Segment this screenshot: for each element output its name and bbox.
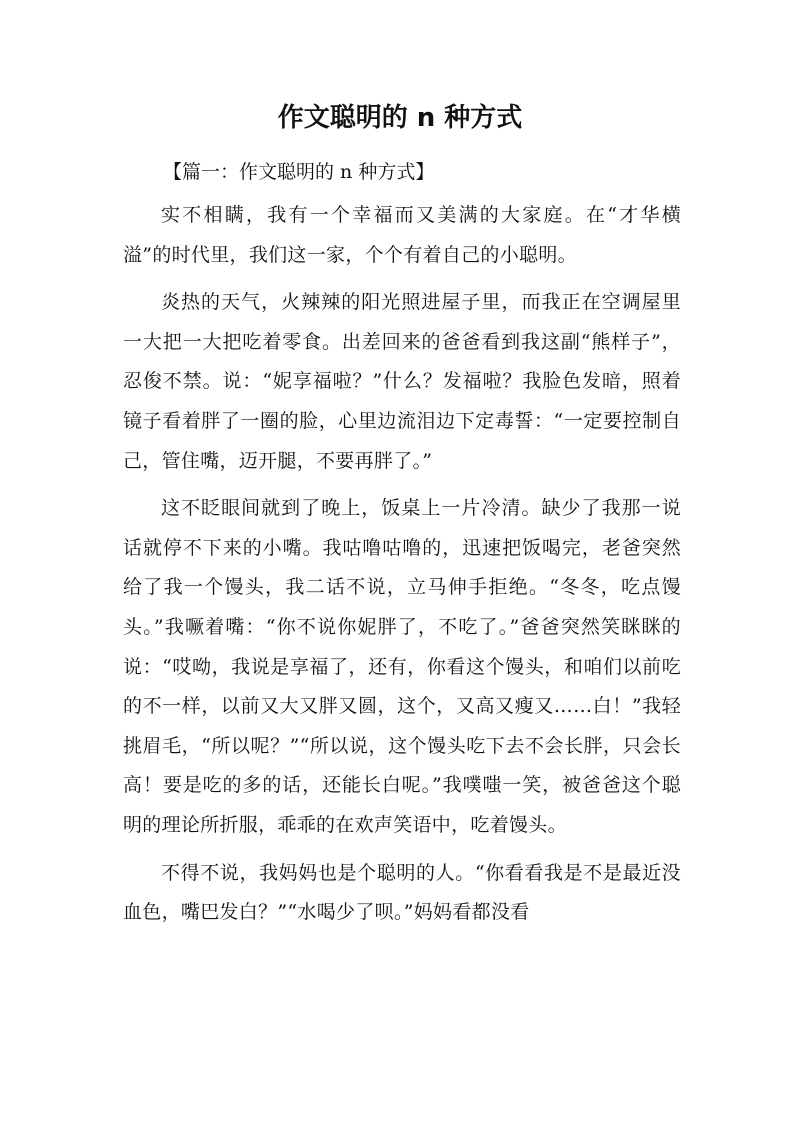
paragraph-1: 实不相瞒，我有一个幸福而又美满的大家庭。在“才华横溢”的时代里，我们这一家，个个有着自己的小聪明。 <box>123 204 681 266</box>
section-heading: 【篇一：作文聪明的 n 种方式】 <box>163 161 435 183</box>
document-title: 作文聪明的 n 种方式 <box>277 103 523 133</box>
paragraph-2: 炎热的天气，火辣辣的阳光照进屋子里，而我正在空调屋里一大把一大把吃着零食。出差回来的爸爸看到我这副“熊样子”，忍俊不禁。说：“妮享福啦？”什么？发福啦？我脸色发暗，照着镜子看着胖了一圈的脸，心里边流泪边下定毒誓：“一定要控制自己，管住嘴，迈开腿，不要再胖了。” <box>123 291 681 472</box>
paragraph-4: 不得不说，我妈妈也是个聪明的人。“你看看我是不是最近没血色，嘴巴发白？”“水喝少了呗。”妈妈看都没看 <box>123 861 681 924</box>
document-body <box>123 196 681 941</box>
paragraph-3: 这不眨眼间就到了晚上，饭桌上一片冷清。缺少了我那一说话就停不下来的小嘴。我咕噜咕噜的，迅速把饭喝完，老爸突然给了我一个馒头，我二话不说，立马伸手拒绝。“冬冬，吃点馒头。”我噘着嘴：“你不说你妮胖了，不吃了。”爸爸突然笑眯眯的说：“哎呦，我说是享福了，还有，你看这个馒头，和咱们以前吃的不一样，以前又大又胖又圆，这个，又高又瘦又……白！”我轻挑眉毛，“所以呢？”“所以说，这个馒头吃下去不会长胖，只会长高！要是吃的多的话，还能长白呢。”我噗嗤一笑，被爸爸这个聪明的理论所折服，乖乖的在欢声笑语中，吃着馒头。 <box>123 497 681 836</box>
